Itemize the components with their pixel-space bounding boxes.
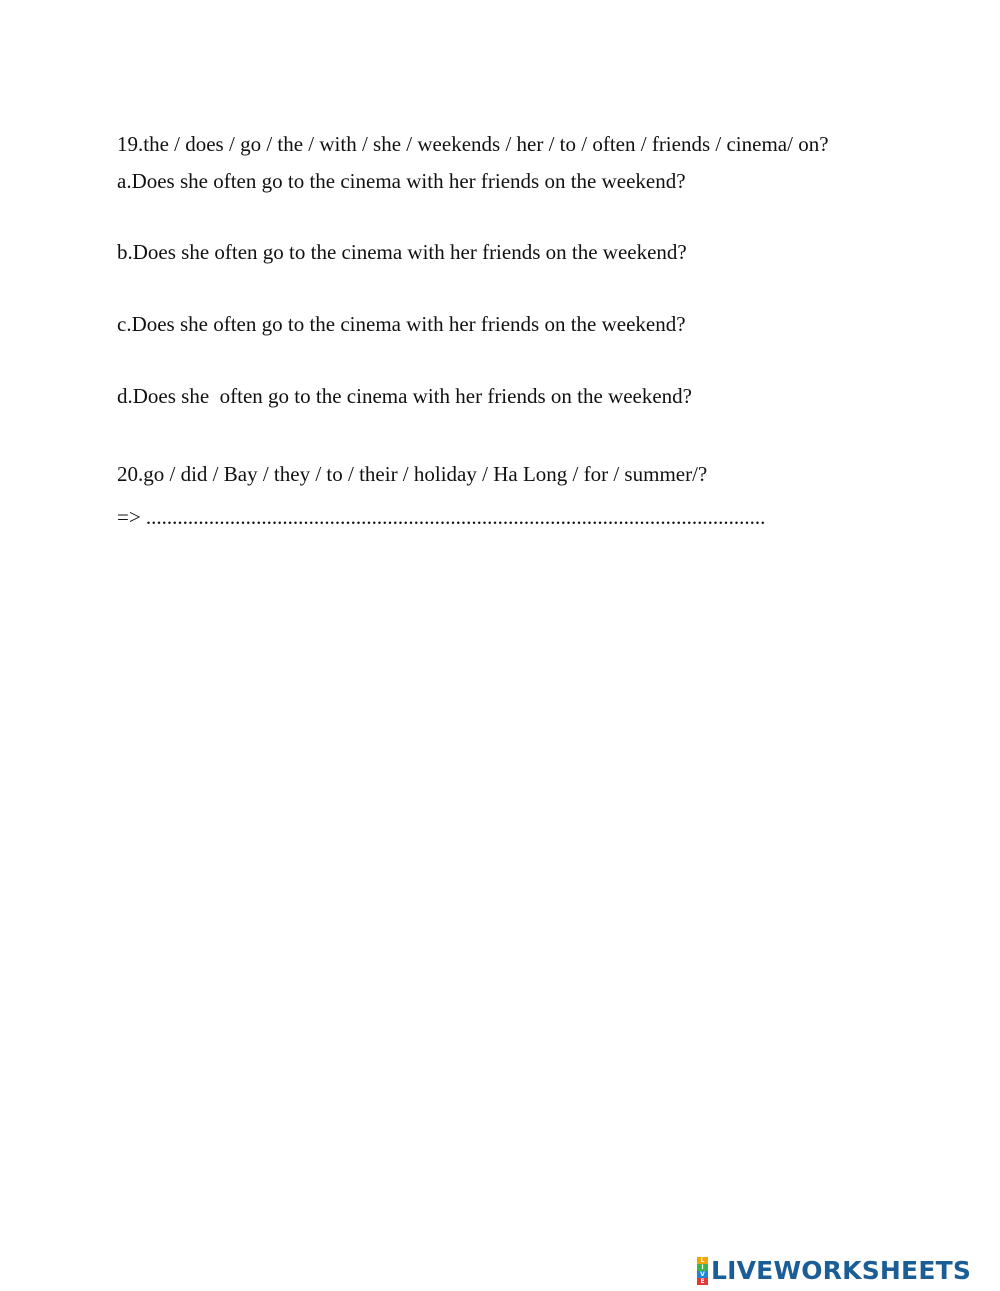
logo-mark-letter: V <box>697 1271 708 1278</box>
question-19-option-b: b.Does she often go to the cinema with her friends on the weekend? <box>117 240 687 264</box>
question-20-prompt: 20.go / did / Bay / they / to / their / holiday / Ha Long / for / summer/? <box>117 462 708 486</box>
logo-mark-icon <box>697 1257 708 1285</box>
logo-mark-letter: I <box>697 1264 708 1271</box>
logo-text: LIVEWORKSHEETS <box>711 1256 972 1285</box>
question-20-answer-line: => ...................................................................................................................... <box>117 505 766 529</box>
question-19-option-d: d.Does she often go to the cinema with her friends on the weekend? <box>117 384 692 408</box>
logo-mark-letter: L <box>697 1257 708 1264</box>
liveworksheets-logo <box>697 1256 971 1286</box>
question-19-prompt: 19.the / does / go / the / with / she / weekends / her / to / often / friends / cinema/ on? <box>117 132 829 156</box>
question-19-option-a: a.Does she often go to the cinema with her friends on the weekend? <box>117 169 686 193</box>
question-19-option-c: c.Does she often go to the cinema with her friends on the weekend? <box>117 312 686 336</box>
logo-mark-letter: E <box>697 1278 708 1285</box>
